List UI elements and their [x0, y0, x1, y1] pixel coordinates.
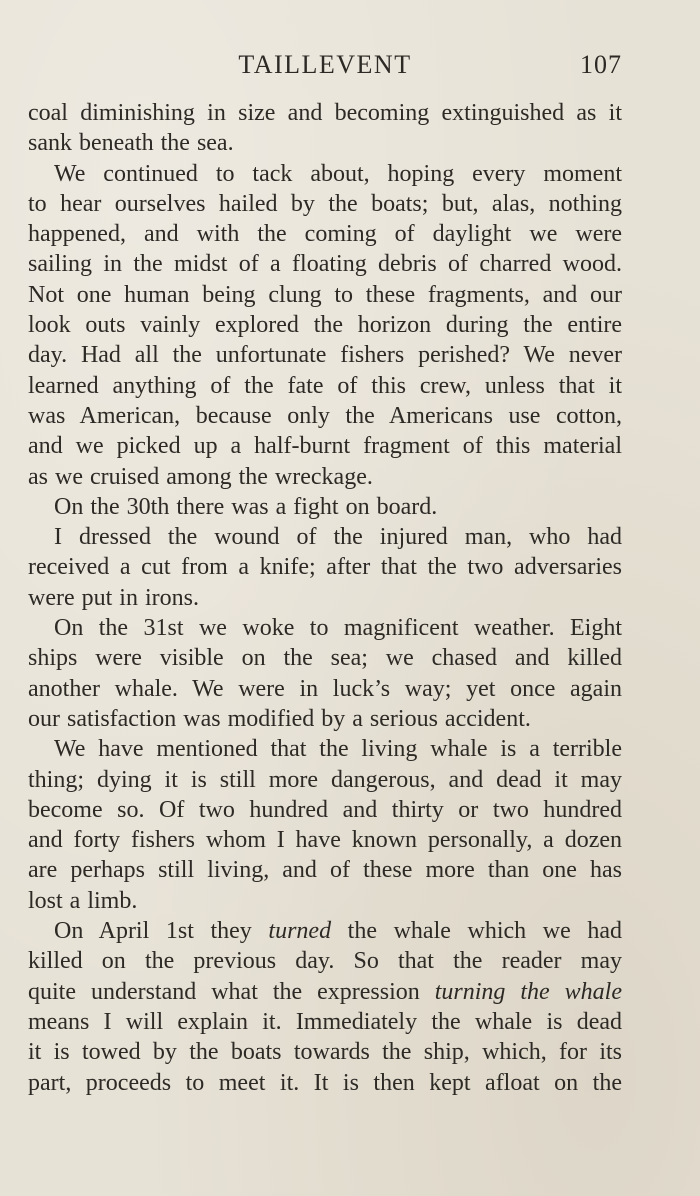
- text-line: I dressed the wound of the injured man, who had: [54, 524, 622, 551]
- text-line: On the 31st we woke to magnificent weather. Eight: [54, 615, 622, 642]
- text-line: Not one human being clung to these fragments, and our: [28, 281, 622, 308]
- text-line: part, proceeds to meet it. It is then kept afloat on the: [28, 1069, 622, 1096]
- text-line: On the 30th there was a fight on board.: [54, 493, 438, 520]
- text-line: We continued to tack about, hoping every moment: [54, 160, 622, 187]
- text-line: are perhaps still living, and of these more than one has: [28, 857, 622, 884]
- running-head: [28, 47, 622, 83]
- running-title: TAILLEVENT: [238, 50, 412, 79]
- text-line: was American, because only the Americans use cotton,: [28, 402, 622, 429]
- text-run: the whale which we had: [331, 918, 622, 945]
- italic-term: turning the whale: [434, 978, 622, 1005]
- text-line: become so. Of two hundred and thirty or two hundred: [28, 796, 622, 823]
- text-line: another whale. We were in luck’s way; yet once again: [28, 675, 622, 702]
- text-line: as we cruised among the wreckage.: [28, 463, 373, 490]
- body-text: [28, 98, 622, 1098]
- text-line: look outs vainly explored the horizon during the entire: [28, 312, 622, 339]
- text-line: killed on the previous day. So that the reader may: [28, 948, 622, 975]
- italic-term: turned: [268, 918, 332, 945]
- text-line: means I will explain it. Immediately the whale is dead: [28, 1008, 622, 1035]
- text-line: sailing in the midst of a floating debris of charred wood.: [28, 251, 622, 278]
- text-line: [28, 977, 622, 1007]
- text-line: learned anything of the fate of this crew, unless that it: [28, 372, 622, 399]
- text-line: were put in irons.: [28, 584, 199, 611]
- text-line: our satisfaction was modified by a serious accident.: [28, 705, 531, 732]
- text-line: it is towed by the boats towards the ship, which, for its: [28, 1039, 622, 1066]
- text-line: coal diminishing in size and becoming extinguished as it: [28, 100, 622, 126]
- text-line: sank beneath the sea.: [28, 130, 234, 157]
- text-line: thing; dying it is still more dangerous, and dead it may: [28, 766, 622, 793]
- text-line: We have mentioned that the living whale is a terrible: [54, 736, 622, 763]
- text-line: lost a limb.: [28, 887, 138, 914]
- text-line: day. Had all the unfortunate fishers perished? We never: [28, 342, 622, 369]
- text-run: On April 1st they: [54, 918, 269, 945]
- page-number: 107: [580, 50, 622, 79]
- text-line: and we picked up a half-burnt fragment of this material: [28, 433, 622, 460]
- text-line: and forty fishers whom I have known personally, a dozen: [28, 827, 622, 854]
- text-line: received a cut from a knife; after that the two adversaries: [28, 554, 622, 581]
- text-line: ships were visible on the sea; we chased and killed: [28, 645, 622, 672]
- text-line: happened, and with the coming of daylight we were: [28, 221, 622, 248]
- text-line: to hear ourselves hailed by the boats; but, alas, nothing: [28, 190, 622, 217]
- text-run: quite understand what the expression: [28, 978, 435, 1005]
- text-line: [28, 916, 622, 946]
